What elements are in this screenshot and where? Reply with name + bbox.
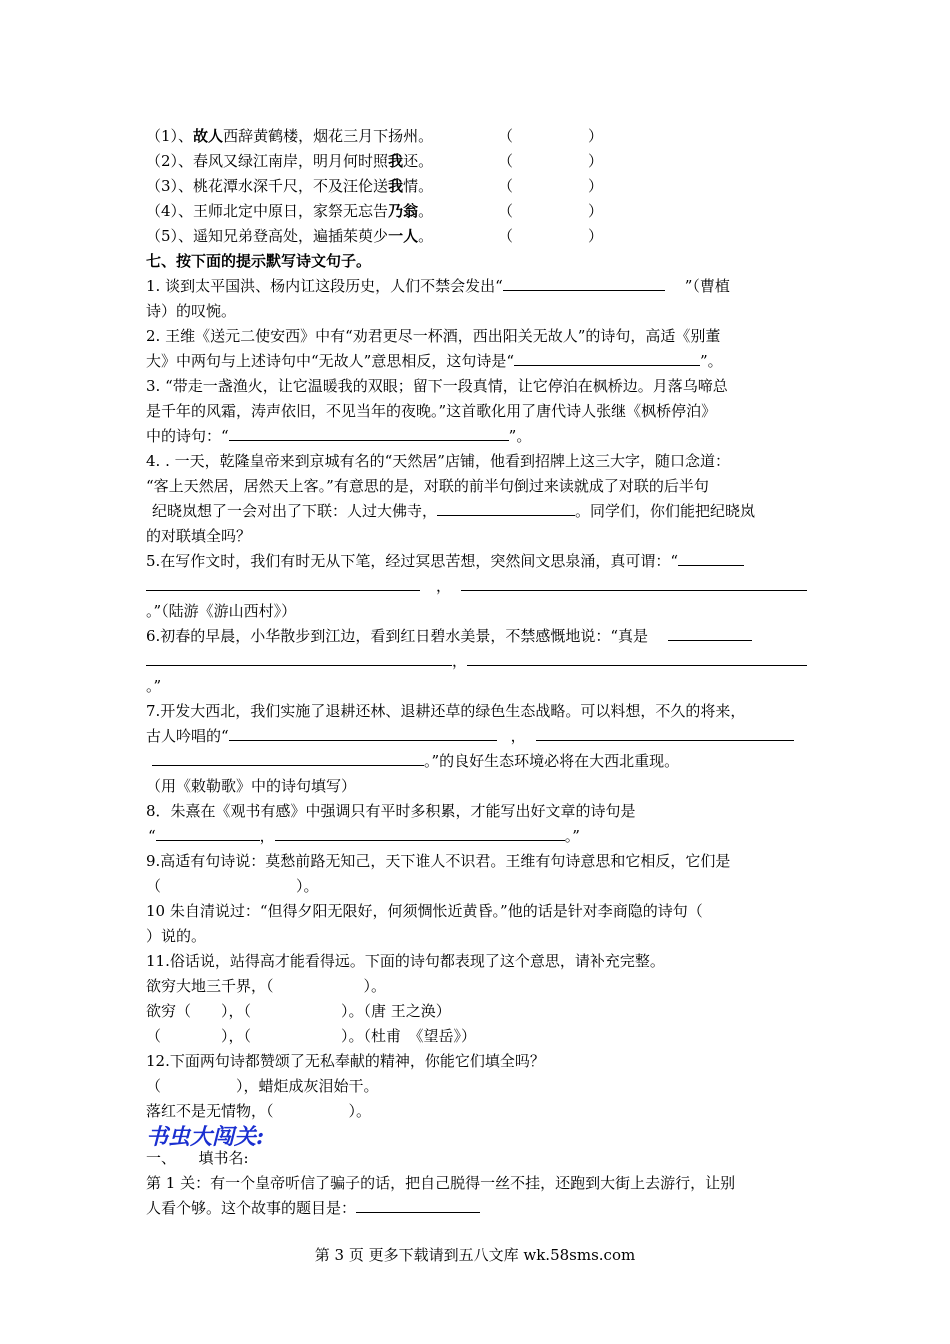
question-4-cont: 纪晓岚想了一会对出了下联：人过大佛寺， 。同学们，你们能把纪晓岚 — [152, 502, 756, 520]
question-2-cont: 大》中两句与上述诗句中“无故人”意思相反，这句诗是“ ”。 — [146, 352, 723, 370]
question-10-cont: ）说的。 — [146, 927, 207, 945]
question-6-cont: 。” — [146, 677, 162, 695]
list-item: （2）、春风又绿江南岸，明月何时照我还。 — [146, 152, 434, 170]
section-heading: 七、按下面的提示默写诗文句子。 — [146, 252, 372, 270]
answer-paren[interactable]: （ ） — [498, 202, 604, 220]
blank[interactable] — [536, 726, 794, 741]
blank[interactable] — [461, 576, 807, 591]
blank[interactable] — [678, 551, 744, 566]
question-9-cont[interactable]: （ ）。 — [146, 877, 319, 895]
bookworm-subheading: 一、 填书名: — [146, 1149, 249, 1167]
question-8: 8．朱熹在《观书有感》中强调只有平时多积累，才能写出好文章的诗句是 — [146, 802, 636, 820]
question-7-cont: 古人吟唱的“ ， — [146, 726, 794, 746]
page-footer: 第 3 页 更多下载请到五八文库 wk.58sms.com — [314, 1246, 636, 1264]
answer-paren[interactable]: （ ） — [498, 227, 604, 245]
list-item: （1）、故人西辞黄鹤楼，烟花三月下扬州。 — [146, 127, 434, 145]
question-5: 5.在写作文时，我们有时无从下笔，经过冥思苦想，突然间文思泉涌，真可谓：“ — [146, 551, 744, 571]
blank[interactable] — [152, 751, 424, 766]
blank[interactable] — [356, 1198, 480, 1213]
blank[interactable] — [668, 626, 752, 641]
question-8-cont: “ ， 。” — [148, 827, 580, 845]
bookworm-level-1: 第 1 关：有一个皇帝听信了骗子的话，把自己脱得一丝不挂，还跑到大街上去游行，让别 — [146, 1174, 736, 1192]
question-11-cont[interactable]: 欲穷（ ），（ ）。（唐 王之涣） — [146, 1002, 451, 1020]
list-item: （4）、王师北定中原日，家祭无忘告乃翁。 — [146, 202, 434, 220]
question-11-cont[interactable]: 欲穷大地三千界，（ ）。 — [146, 977, 387, 995]
question-11-cont[interactable]: （ ），（ ）。（杜甫 《望岳》） — [146, 1027, 477, 1045]
answer-paren[interactable]: （ ） — [498, 177, 604, 195]
blank[interactable] — [503, 276, 665, 291]
question-4-cont: “客上天然居，居然天上客。”有意思的是，对联的前半句倒过来读就成了对联的后半句 — [146, 477, 709, 495]
answer-paren[interactable]: （ ） — [498, 152, 604, 170]
bookworm-level-1-cont: 人看个够。这个故事的题目是： — [146, 1198, 480, 1218]
question-12-cont[interactable]: （ ），蜡炬成灰泪始干。 — [146, 1077, 379, 1095]
blank[interactable] — [467, 651, 807, 666]
question-3: 3. “带走一盏渔火，让它温暖我的双眼；留下一段真情，让它停泊在枫桥边。月落乌啼总 — [146, 377, 728, 395]
question-5-cont: 。”（陆游《游山西村》） — [146, 602, 297, 620]
question-2: 2. 王维《送元二使安西》中有“劝君更尽一杯酒，西出阳关无故人”的诗句，高适《别董 — [146, 327, 721, 345]
list-item: （3）、桃花潭水深千尺，不及汪伦送我情。 — [146, 177, 434, 195]
question-1: 1. 谈到太平国洪、杨内讧这段历史，人们不禁会发出“ ”（曹植 — [146, 277, 730, 295]
question-10: 10 朱自清说过：“但得夕阳无限好，何须惆怅近黄昏。”他的话是针对李商隐的诗句（ — [146, 902, 703, 920]
blank[interactable] — [275, 826, 565, 841]
blank[interactable] — [437, 501, 575, 516]
question-7-cont: 。”的良好生态环境必将在大西北重现。 — [146, 751, 679, 771]
blank[interactable] — [156, 826, 260, 841]
list-item: （5）、遥知兄弟登高处，遍插茱萸少一人。 — [146, 227, 434, 245]
question-3-cont: 是千年的风霜，涛声依旧，不见当年的夜晚。”这首歌化用了唐代诗人张继《枫桥停泊》 — [146, 402, 717, 420]
question-7: 7.开发大西北，我们实施了退耕还林、退耕还草的绿色生态战略。可以料想，不久的将来， — [146, 702, 746, 720]
question-1-cont: 诗）的叹惋。 — [146, 302, 237, 320]
question-11: 11.俗话说，站得高才能看得远。下面的诗句都表现了这个意思，请补充完整。 — [146, 952, 665, 970]
question-6: 6.初春的早晨，小华散步到江边，看到红日碧水美景，不禁感慨地说：“真是 — [146, 626, 752, 646]
bookworm-title: 书虫大闯关: — [146, 1124, 265, 1150]
question-6-cont: ， — [146, 651, 807, 671]
blank[interactable] — [229, 726, 497, 741]
blank[interactable] — [514, 351, 700, 366]
blank[interactable] — [229, 426, 509, 441]
question-9: 9.高适有句诗说：莫愁前路无知己，天下谁人不识君。王维有句诗意思和它相反，它们是 — [146, 852, 731, 870]
question-12-cont[interactable]: 落红不是无情物，（ ）。 — [146, 1102, 372, 1120]
question-7-cont: （用《敕勒歌》中的诗句填写） — [146, 777, 357, 795]
question-12: 12.下面两句诗都赞颂了无私奉献的精神，你能它们填全吗？ — [146, 1052, 545, 1070]
question-5-cont: ， — [146, 576, 807, 596]
question-4-cont: 的对联填全吗？ — [146, 527, 252, 545]
question-4: 4. . 一天，乾隆皇帝来到京城有名的“天然居”店铺，他看到招牌上这三大字，随口念道： — [146, 452, 730, 470]
blank[interactable] — [146, 651, 452, 666]
blank[interactable] — [146, 576, 420, 591]
answer-paren[interactable]: （ ） — [498, 127, 604, 145]
question-3-cont: 中的诗句：“ ”。 — [146, 427, 532, 445]
